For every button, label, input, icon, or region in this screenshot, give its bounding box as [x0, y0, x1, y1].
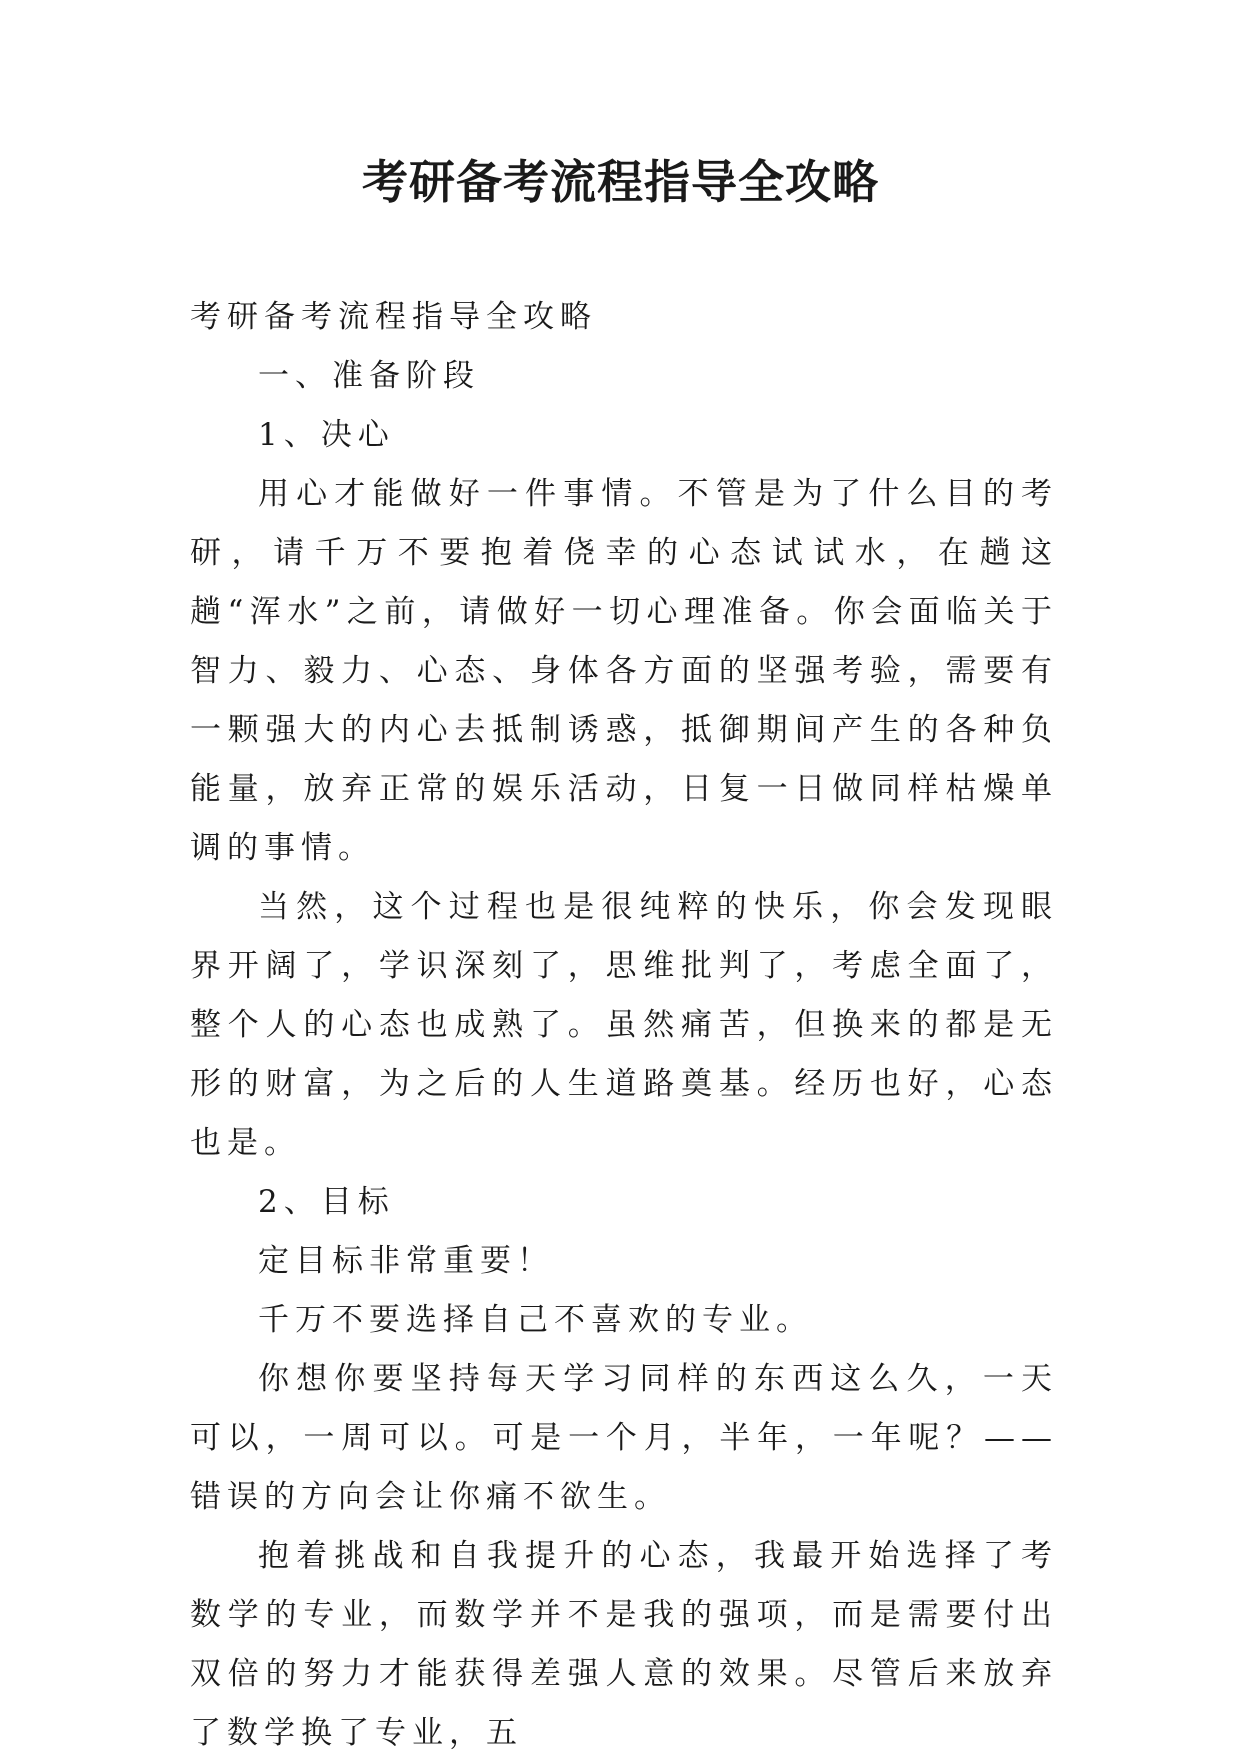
- paragraph: 定目标非常重要！: [258, 1243, 554, 1279]
- paragraph: 抱着挑战和自我提升的心态，我最开始选择了考数学的专业，而数学并不是我的强项，而是需要付出双倍的努力才能获得差强人意的效果。尽管后来放弃了数学换了专业，五: [190, 1538, 1058, 1751]
- section-heading-preparation: 一、准备阶段: [258, 358, 480, 394]
- paragraph: 千万不要选择自己不喜欢的专业。: [258, 1302, 813, 1338]
- subsection-heading-goal: 2、目标: [258, 1184, 395, 1220]
- document-title: 考研备考流程指导全攻略: [362, 155, 879, 209]
- paragraph: 当然，这个过程也是很纯粹的快乐，你会发现眼界开阔了，学识深刻了，思维批判了，考虑全面了，整个人的心态也成熟了。虽然痛苦，但换来的都是无形的财富，为之后的人生道路奠基。经历也好，心态也是。: [190, 889, 1058, 1161]
- document-body: [190, 288, 1058, 1763]
- paragraph-subtitle: 考研备考流程指导全攻略: [190, 299, 597, 335]
- subsection-heading-determination: 1、决心: [258, 417, 395, 453]
- paragraph: 你想你要坚持每天学习同样的东西这么久，一天可以，一周可以。可是一个月，半年，一年呢？——错误的方向会让你痛不欲生。: [190, 1361, 1058, 1515]
- paragraph: 用心才能做好一件事情。不管是为了什么目的考研，请千万不要抱着侥幸的心态试试水，在趟这趟“浑水”之前，请做好一切心理准备。你会面临关于智力、毅力、心态、身体各方面的坚强考验，需要有一颗强大的内心去抵制诱惑，抵御期间产生的各种负能量，放弃正常的娱乐活动，日复一日做同样枯燥单调的事情。: [190, 476, 1058, 866]
